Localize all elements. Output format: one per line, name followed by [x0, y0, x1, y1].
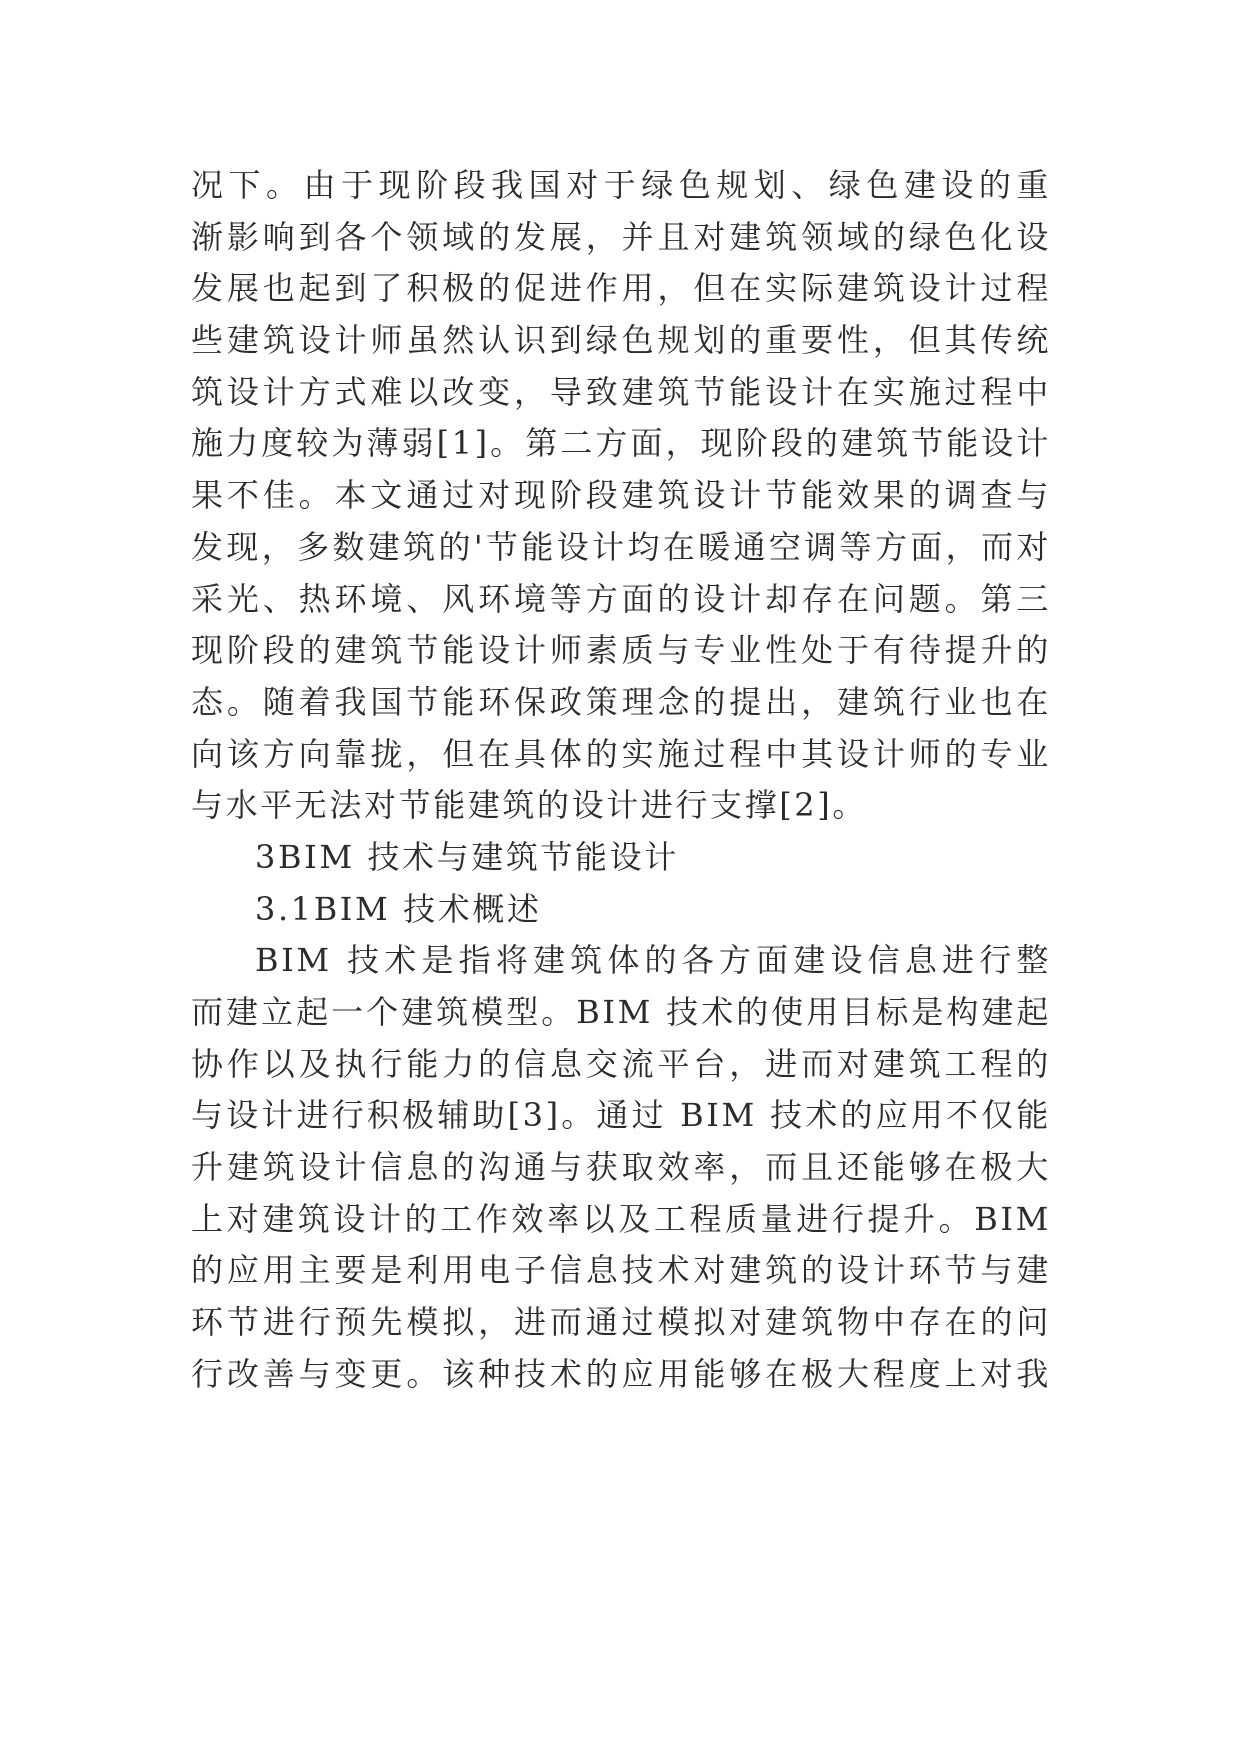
- text-line: 而建立起一个建筑模型。BIM 技术的使用目标是构建起: [191, 993, 1051, 1031]
- text-line: 上对建筑设计的工作效率以及工程质量进行提升。BIM: [191, 1199, 1051, 1238]
- body-text: [191, 160, 1051, 1401]
- subsection-heading: 3.1BIM 技术概述: [255, 889, 542, 928]
- text-line: 采光、热环境、风环境等方面的设计却存在问题。第三: [191, 579, 1051, 618]
- text-line: 与设计进行积极辅助[3]。通过 BIM 技术的应用不仅能: [191, 1096, 1051, 1135]
- text-line: 况下。由于现阶段我国对于绿色规划、绿色建设的重: [191, 166, 1051, 204]
- text-line: 筑设计方式难以改变，导致建筑节能设计在实施过程中: [191, 372, 1051, 411]
- section-heading: 3BIM 技术与建筑节能设计: [255, 837, 679, 876]
- text-line: 升建筑设计信息的沟通与获取效率，而且还能够在极大: [191, 1148, 1051, 1187]
- text-line: 态。随着我国节能环保政策理念的提出，建筑行业也在: [191, 682, 1051, 721]
- text-line: 发展也起到了积极的促进作用，但在实际建筑设计过程: [191, 269, 1051, 308]
- text-line: 向该方向靠拢，但在具体的实施过程中其设计师的专业: [191, 734, 1051, 773]
- text-line: 果不佳。本文通过对现阶段建筑设计节能效果的调查与: [191, 476, 1051, 515]
- text-line: 环节进行预先模拟，进而通过模拟对建筑物中存在的问: [191, 1303, 1051, 1342]
- text-line: 现阶段的建筑节能设计师素质与专业性处于有待提升的: [191, 631, 1051, 670]
- text-line: 协作以及执行能力的信息交流平台，进而对建筑工程的: [191, 1044, 1051, 1083]
- text-line: 行改善与变更。该种技术的应用能够在极大程度上对我: [191, 1354, 1051, 1393]
- text-line: 的应用主要是利用电子信息技术对建筑的设计环节与建: [191, 1251, 1051, 1290]
- text-line: 些建筑设计师虽然认识到绿色规划的重要性，但其传统: [191, 321, 1051, 360]
- text-line: 发现，多数建筑的'节能设计均在暖通空调等方面，而对: [191, 527, 1051, 566]
- text-line: BIM 技术是指将建筑体的各方面建设信息进行整: [255, 941, 1051, 980]
- text-line: 渐影响到各个领域的发展，并且对建筑领域的绿色化设: [191, 217, 1051, 256]
- text-line: 施力度较为薄弱[1]。第二方面，现阶段的建筑节能设计: [191, 424, 1051, 463]
- text-line: 与水平无法对节能建筑的设计进行支撑[2]。: [191, 786, 867, 825]
